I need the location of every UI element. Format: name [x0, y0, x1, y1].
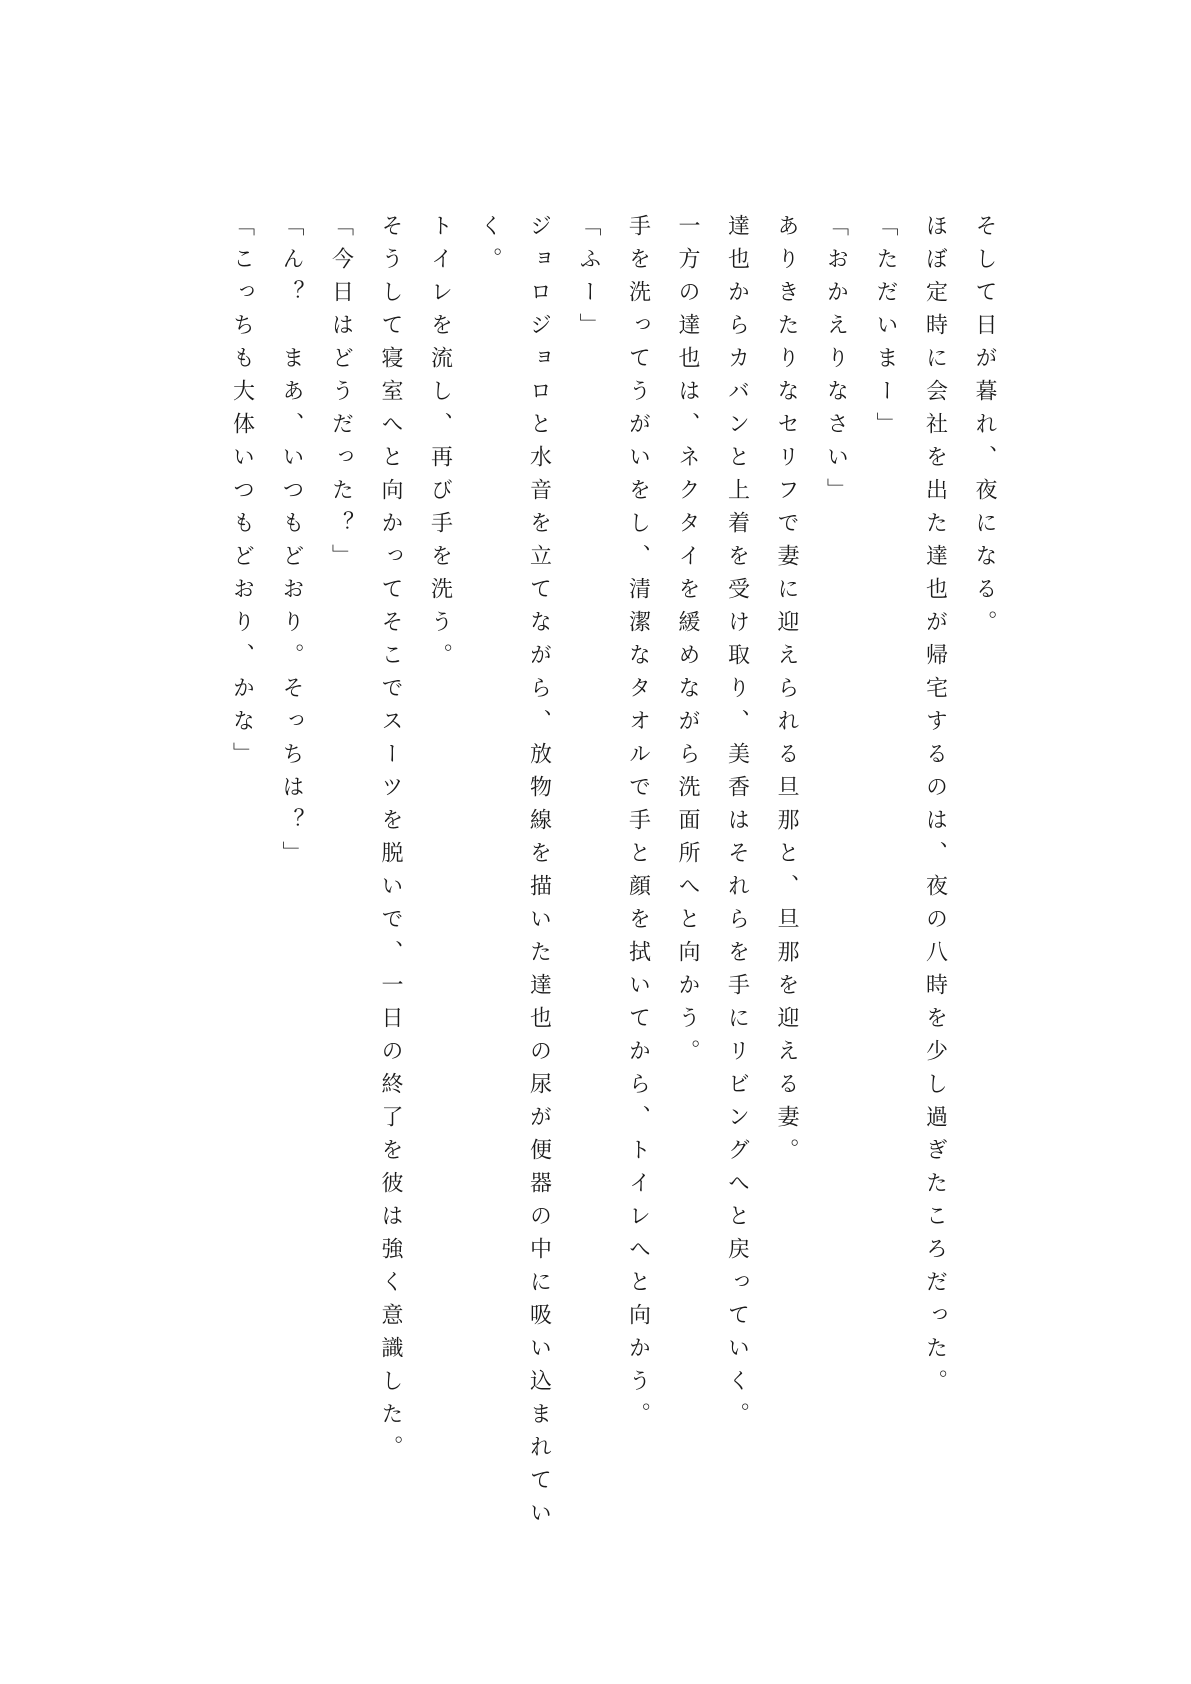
- vertical-text-body: [217, 214, 1009, 1534]
- text-line-10: ジョロジョロと水音を立てながら、放物線を描いた達也の尿が便器の中に吸い込まれていく。: [477, 214, 552, 1534]
- text-line-2: ほぼ定時に会社を出た達也が帰宅するのは、夜の八時を少し過ぎたころだった。: [922, 214, 948, 1402]
- text-line-6: 達也からカバンと上着を受け取り、美香はそれらを手にリビングへと戻っていく。: [724, 214, 750, 1435]
- text-line-7: 一方の達也は、ネクタイを緩めながら洗面所へと向かう。: [675, 214, 700, 1072]
- text-line-11: トイレを流し、再び手を洗う。: [427, 214, 453, 676]
- dialogue-line-15: 「こっちも大体いつもどおり、かな」: [229, 214, 255, 775]
- text-line-1: そして日が暮れ、夜になる。: [972, 214, 997, 643]
- dialogue-line-9: 「ふー」: [576, 214, 601, 346]
- text-line-5: ありきたりなセリフで妻に迎えられる旦那と、旦那を迎える妻。: [774, 214, 799, 1171]
- dialogue-line-14: 「ん？ まあ、いつもどおり。そっちは？」: [279, 214, 304, 874]
- dialogue-line-4: 「おかえりなさい」: [823, 214, 849, 511]
- text-line-8: 手を洗ってうがいをし、清潔なタオルで手と顔を拭いてから、トイレへと向かう。: [625, 214, 651, 1435]
- text-line-12: そうして寝室へと向かってそこでスーツを脱いで、一日の終了を彼は強く意識した。: [378, 214, 403, 1468]
- dialogue-line-3: 「ただいまー」: [873, 214, 898, 445]
- dialogue-line-13: 「今日はどうだった？」: [328, 214, 354, 577]
